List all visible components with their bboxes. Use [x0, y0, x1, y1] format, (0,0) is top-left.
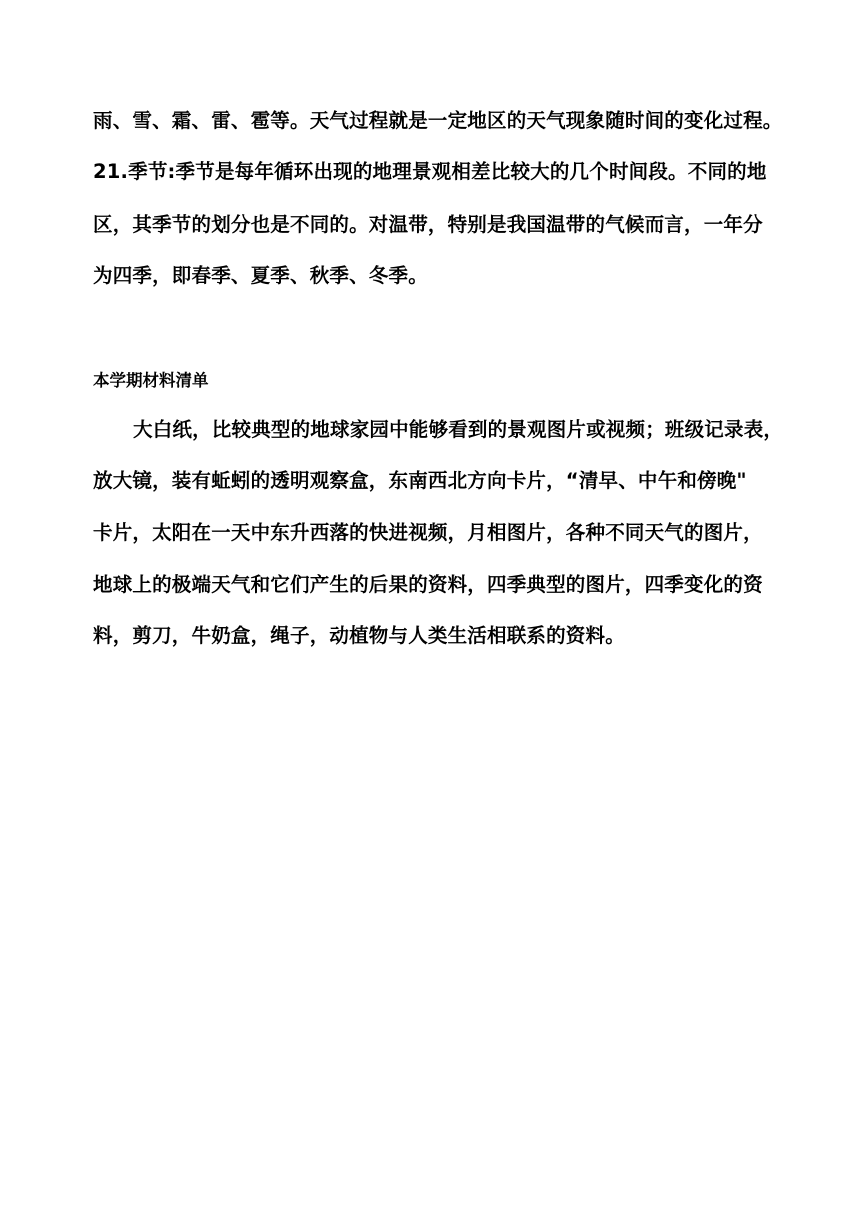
paragraph-line: 大白纸，比较典型的地球家园中能够看到的景观图片或视频；班级记录表，: [133, 418, 784, 441]
paragraph-line: 21.季节:季节是每年循环出现的地理景观相差比较大的几个时间段。不同的地: [93, 160, 767, 183]
paragraph-line: 为四季，即春季、夏季、秋季、冬季。: [93, 264, 428, 287]
paragraph-line: 雨、雪、霜、雷、雹等。天气过程就是一定地区的天气现象随时间的变化过程。: [93, 109, 783, 132]
paragraph-line: 区，其季节的划分也是不同的。对温带，特别是我国温带的气候而言，一年分: [93, 213, 763, 236]
paragraph-line: 地球上的极端天气和它们产生的后果的资料，四季典型的图片，四季变化的资: [93, 573, 763, 596]
paragraph-line: 卡片，太阳在一天中东升西落的快进视频，月相图片，各种不同天气的图片，: [93, 521, 763, 544]
paragraph-line: 放大镜，装有蚯蚓的透明观察盒，东南西北方向卡片，“清早、中午和傍晚": [93, 469, 747, 492]
materials-heading: 本学期材料清单: [93, 371, 209, 390]
paragraph-line: 料，剪刀，牛奶盒，绳子，动植物与人类生活相联系的资料。: [93, 624, 625, 647]
